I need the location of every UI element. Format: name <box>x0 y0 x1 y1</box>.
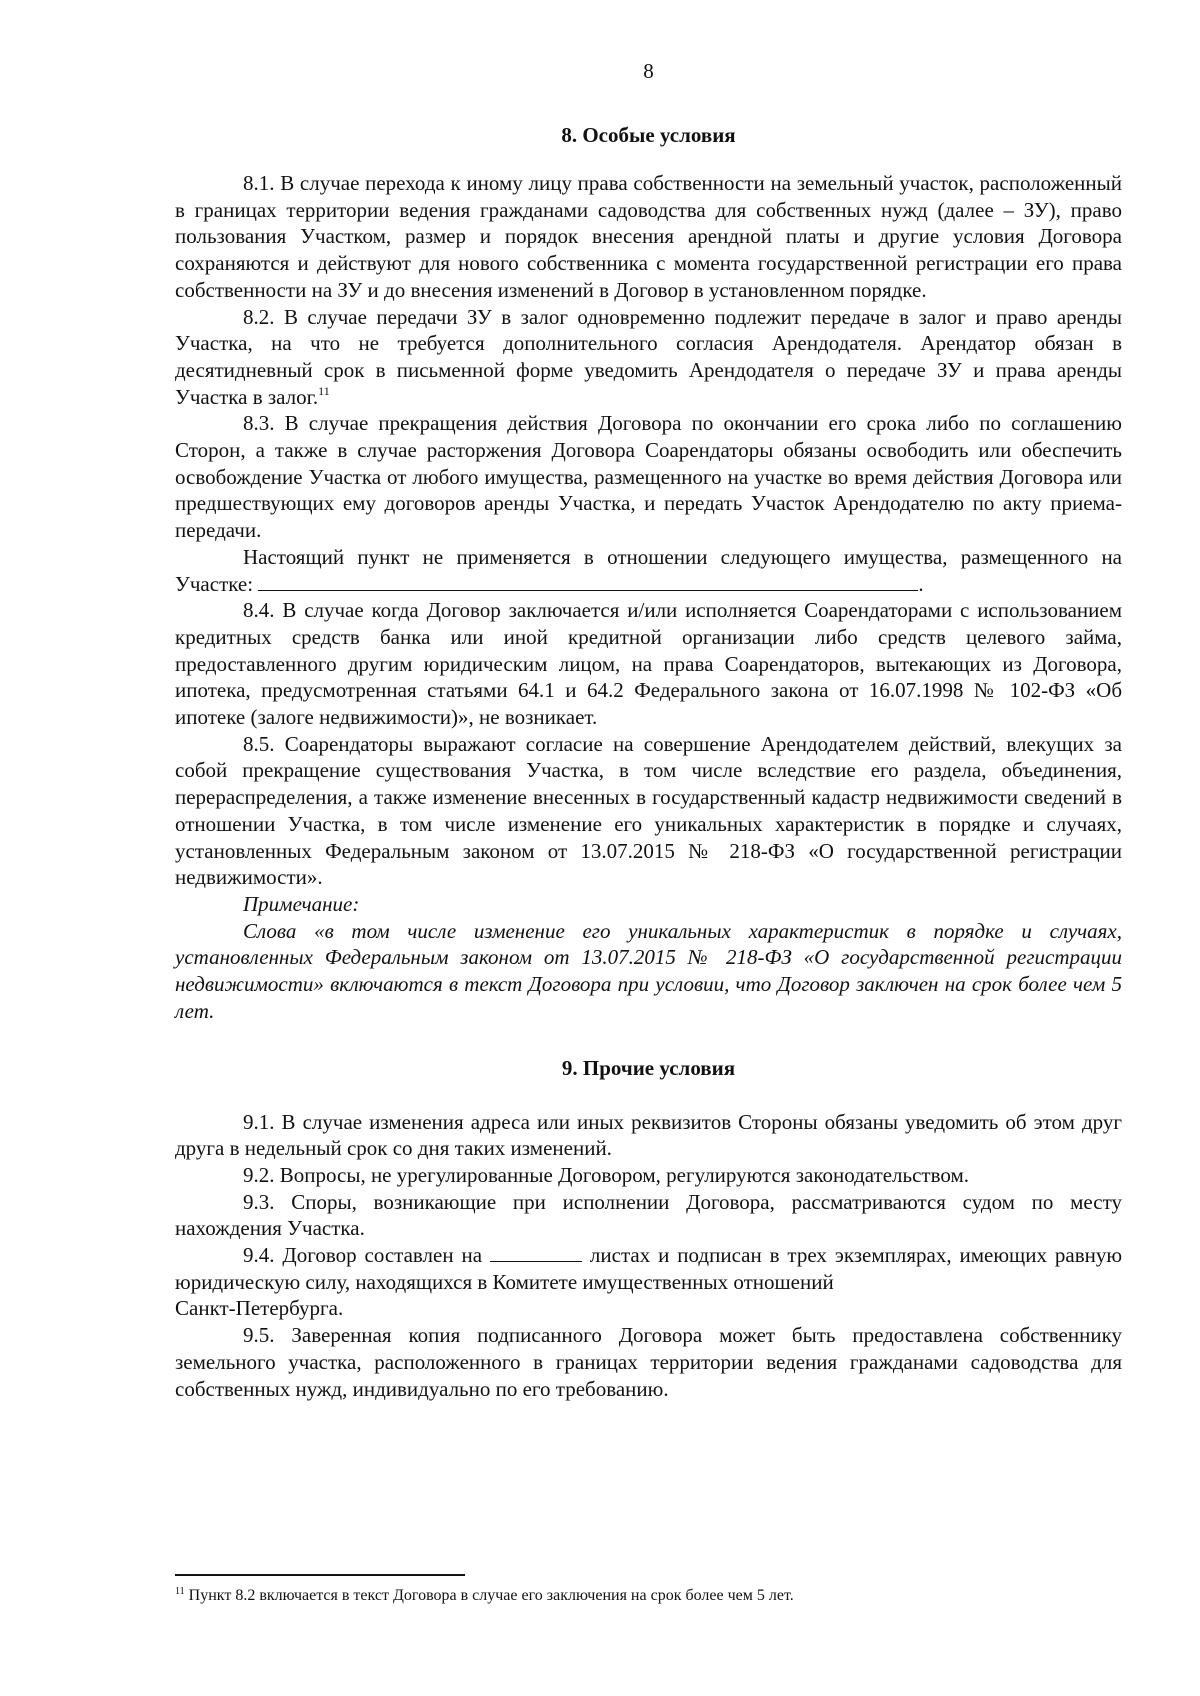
footnote-divider <box>175 1574 465 1576</box>
clause-9-4-start: 9.4. Договор составлен на <box>243 1243 483 1268</box>
section-9-title: 9. Прочие условия <box>561 1055 736 1080</box>
sheets-count-blank-field[interactable] <box>490 1242 582 1262</box>
clause-9-5: 9.5. Заверенная копия подписанного Договора может быть предоставлена собственнику земельного участка, расположенного в границах территории ведения гражданами садоводства для собственных нужд, индивидуально по его требованию. <box>175 1323 1122 1401</box>
clause-9-4-city: Санкт-Петербурга. <box>175 1296 344 1321</box>
clause-8-3-exclusion <box>175 544 1122 597</box>
clause-9-3: 9.3. Споры, возникающие при исполнении Договора, рассматриваются судом по месту нахождения Участка. <box>175 1189 1122 1241</box>
note-text: Слова «в том числе изменение его уникальных характеристик в порядке и случаях, установленных Федеральным законом от 13.07.2015 № 218-ФЗ «О государственной регистрации недвижимости» включаются в текст Договора при условии, что Договор заключен на срок более чем 5 лет. <box>175 918 1122 1023</box>
clause-9-4 <box>175 1242 1122 1295</box>
clause-8-1: 8.1. В случае перехода к иному лицу права собственности на земельный участок, расположенный в границах территории ведения гражданами садоводства для собственных нужд (далее – ЗУ), право пользования Участком, размер и порядок внесения арендной платы и другие условия Договора сохраняются и действуют для нового собственника с момента государственной регистрации его права собственности на ЗУ и до внесения изменений в Договор в установленном порядке. <box>175 171 1122 302</box>
clause-8-5: 8.5. Соарендаторы выражают согласие на совершение Арендодателем действий, влекущих за собой прекращение существования Участка, в том числе вследствие его раздела, объединения, перераспределения, а также изменение внесенных в государственный кадастр недвижимости сведений в отношении Участка, в том числе изменение его уникальных характеристик в порядке и случаях, установленных Федеральным законом от 13.07.2015 № 218-ФЗ «О государственной регистрации недвижимости». <box>175 731 1122 890</box>
clause-9-2: 9.2. Вопросы, не урегулированные Договором, регулируются законодательством. <box>243 1162 970 1187</box>
clause-8-3-period: . <box>918 571 924 596</box>
footnote-11 <box>175 1586 1115 1606</box>
clause-8-4: 8.4. В случае когда Договор заключается и/или исполняется Соарендаторами с использованием кредитных средств банка или иной кредитной организации либо средств целевого займа, предоставленного другим юридическим лицом, на права Соарендаторов, вытекающих из Договора, ипотека, предусмотренная статьями 64.1 и 64.2 Федерального закона от 16.07.1998 № 102-ФЗ «Об ипотеке (залоге недвижимости)», не возникает. <box>175 598 1122 730</box>
clause-8-3: 8.3. В случае прекращения действия Договора по окончании его срока либо по соглашению Сторон, а также в случае расторжения Договора Соарендаторы обязаны освободить или обеспечить освобождение Участка от любого имущества, размещенного на участке во время действия Договора или предшествующих ему договоров аренды Участка, и передать Участок Арендодателю по акту приема-передачи. <box>175 411 1122 543</box>
note-label: Примечание: <box>243 891 360 916</box>
footnote-number: 11 <box>175 1586 185 1597</box>
property-blank-field[interactable] <box>258 571 918 591</box>
clause-8-2-text: 8.2. В случае передачи ЗУ в залог одновременно подлежит передаче в залог и право аренды Участка, на что не требуется дополнительного согласия Арендодателя. Арендатор обязан в десятидневный срок в письменной форме уведомить Арендодателя о передаче ЗУ и права аренды Участка в залог. <box>175 304 1122 409</box>
footnote-text: Пункт 8.2 включается в текст Договора в случае его заключения на срок более чем 5 лет. <box>188 1587 794 1604</box>
page-number: 8 <box>643 59 654 83</box>
section-8-title: 8. Особые условия <box>561 123 736 147</box>
clause-9-1: 9.1. В случае изменения адреса или иных реквизитов Стороны обязаны уведомить об этом друг друга в недельный срок со дня таких изменений. <box>175 1109 1122 1161</box>
footnote-ref-11[interactable]: 11 <box>318 383 330 398</box>
clause-8-2 <box>175 304 1122 411</box>
clause-8-3-exclusion-text: Настоящий пункт не применяется в отношении следующего имущества, размещенного на Участке: <box>175 544 1122 596</box>
clause-9-4-end: листах и подписан в трех экземплярах, имеющих равную юридическую силу, находящихся в Комитете имущественных отношений <box>175 1243 1123 1294</box>
